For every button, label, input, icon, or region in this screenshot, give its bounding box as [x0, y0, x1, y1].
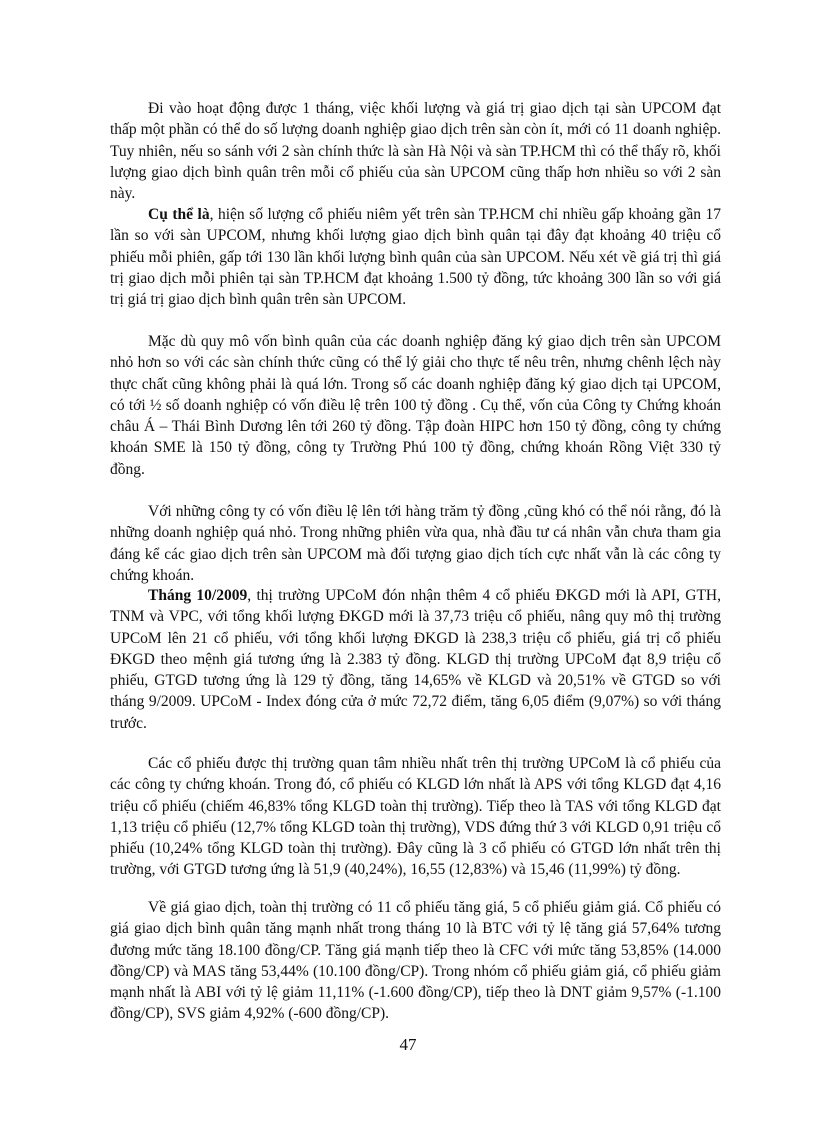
paragraph-text: , hiện số lượng cổ phiếu niêm yết trên sàn TP.HCM chỉ nhiều gấp khoảng gần 17 lần so với sàn UPCOM, nhưng khối lượng giao dịch bình quân tại đây đạt khoảng 40 triệu cổ phiếu mỗi phiên, gấp tới 130 lần khối lượng bình quân của sàn UPCOM. Nếu xét về giá trị thì giá trị giao dịch mỗi phiên tại sàn TP.HCM đạt khoảng 1.500 tỷ đồng, tức khoảng 300 lần so với giá trị giá trị giao dịch bình quân trên sàn UPCOM. — [110, 206, 721, 309]
paragraph-text: , thị trường UPCoM đón nhận thêm 4 cổ phiếu ĐKGD mới là API, GTH, TNM và VPC, với tổng khối lượng ĐKGD mới là 37,73 triệu cổ phiếu, nâng quy mô thị trường UPCoM lên 21 cổ phiếu, với tổng khối lượng ĐKGD là 238,3 triệu cổ phiếu, giá trị cổ phiếu ĐKGD theo mệnh giá tương ứng là 2.383 tỷ đồng. KLGD thị trường UPCoM đạt 8,9 triệu cổ phiếu, GTGD tương ứng là 129 tỷ đồng, tăng 14,65% về KLGD và 20,51% về GTGD so với tháng 9/2009. UPCoM - Index đóng cửa ở mức 72,72 điểm, tăng 6,05 điểm (9,07%) so với tháng trước. — [110, 587, 721, 732]
paragraph-upcom-overview — [110, 98, 721, 204]
page-number: 47 — [399, 1035, 417, 1054]
paragraph-lead: Tháng 10/2009 — [148, 587, 248, 604]
paragraph-text: Các cổ phiếu được thị trường quan tâm nhiều nhất trên thị trường UPCoM là cổ phiếu của các công ty chứng khoán. Trong đó, cổ phiếu có KLGD lớn nhất là APS với tổng KLGD đạt 4,16 triệu cổ phiếu (chiếm 46,83% tổng KLGD toàn thị trường). Tiếp theo là TAS với tổng KLGD đạt 1,13 triệu cổ phiếu (12,7% tổng KLGD toàn thị trường), VDS đứng thứ 3 với KLGD 0,91 triệu cổ phiếu (10,24% tổng KLGD toàn thị trường). Đây cũng là 3 cổ phiếu có GTGD lớn nhất trên thị trường, với GTGD tương ứng là 51,9 (40,24%), 16,55 (12,83%) và 15,46 (11,99%) tỷ đồng. — [110, 755, 721, 879]
paragraph-price-changes — [110, 897, 721, 1025]
paragraph-text: Với những công ty có vốn điều lệ lên tới hàng trăm tỷ đồng ,cũng khó có thể nói rằng, đó là những doanh nghiệp quá nhỏ. Trong những phiên vừa qua, nhà đầu tư cá nhân vẫn chưa tham gia đáng kể các giao dịch trên sàn UPCOM mà đối tượng giao dịch tích cực nhất vẫn là các công ty chứng khoán. — [110, 503, 721, 584]
paragraph-text: Đi vào hoạt động được 1 tháng, việc khối lượng và giá trị giao dịch tại sàn UPCOM đạt thấp một phần có thể do số lượng doanh nghiệp giao dịch trên sàn còn ít, mới có 11 doanh nghiệp. Tuy nhiên, nếu so sánh với 2 sàn chính thức là sàn Hà Nội và sàn TP.HCM thì có thể thấy rõ, khối lượng giao dịch bình quân trên mỗi cổ phiếu của sàn UPCOM cũng thấp hơn nhiều so với 2 sàn này. — [110, 100, 721, 203]
paragraph-text: Mặc dù quy mô vốn bình quân của các doanh nghiệp đăng ký giao dịch trên sàn UPCOM nhỏ hơn so với các sàn chính thức cũng có thể lý giải cho thực tế nêu trên, nhưng chênh lệch này thực chất cũng không phải là quá lớn. Trong số các doanh nghiệp đăng ký giao dịch tại UPCOM, có tới ½ số doanh nghiệp có vốn điều lệ trên 100 tỷ đồng . Cụ thể, vốn của Công ty Chứng khoán châu Á – Thái Bình Dương lên tới 260 tỷ đồng. Tập đoàn HIPC hơn 150 tỷ đồng, công ty chứng khoán SME là 150 tỷ đồng, công ty Trường Phú 100 tỷ đồng, chứng khoán Rồng Việt 330 tỷ đồng. — [110, 333, 721, 478]
paragraph-specifics — [110, 204, 721, 310]
paragraph-capital-scale — [110, 331, 721, 480]
paragraph-lead: Cụ thể là — [148, 206, 210, 223]
paragraph-investors — [110, 501, 721, 586]
paragraph-text: Về giá giao dịch, toàn thị trường có 11 cổ phiếu tăng giá, 5 cổ phiếu giảm giá. Cổ phiếu có giá giao dịch bình quân tăng mạnh nhất trong tháng 10 là BTC với tỷ lệ tăng giá 57,64% tương đương mức tăng 18.100 đồng/CP. Tăng giá mạnh tiếp theo là CFC với mức tăng 53,85% (14.000 đồng/CP) và MAS tăng 53,44% (10.100 đồng/CP). Trong nhóm cổ phiếu giảm giá, cổ phiếu giảm mạnh nhất là ABI với tỷ lệ giảm 11,11% (-1.600 đồng/CP), tiếp theo là DNT giảm 9,57% (-1.100 đồng/CP), SVS giảm 4,92% (-600 đồng/CP). — [110, 899, 721, 1023]
paragraph-top-stocks — [110, 753, 721, 881]
paragraph-october-2009 — [110, 585, 721, 734]
